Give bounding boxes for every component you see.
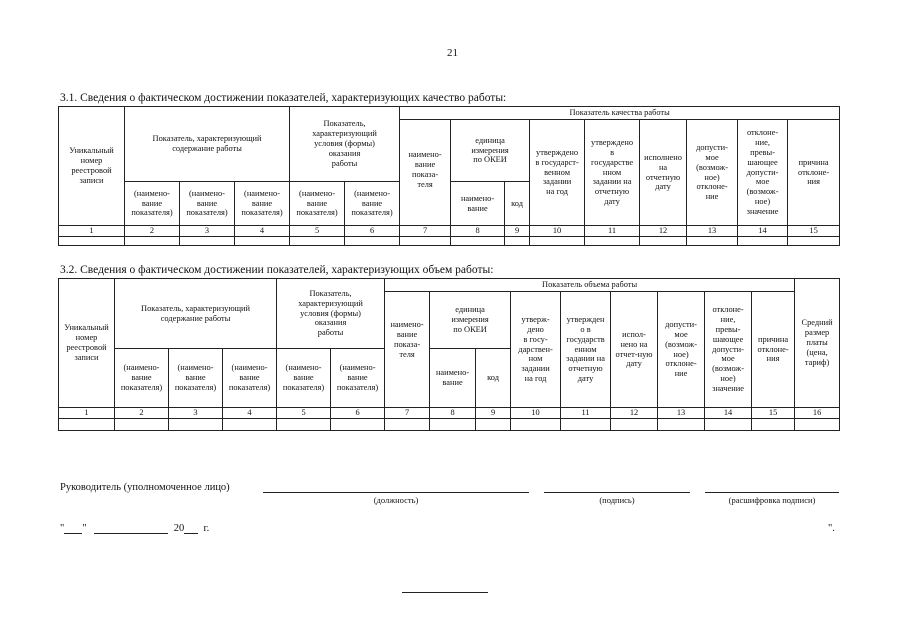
year-prefix: 20	[173, 523, 185, 534]
section-title-quality: 3.1. Сведения о фактическом достижении показателей, характеризующих качество работы:	[60, 92, 507, 104]
header-average-price: Средний размер платы (цена, тариф)	[795, 279, 840, 408]
column-number: 10	[511, 408, 561, 419]
header-sub-name: (наимено- вание показателя)	[125, 182, 180, 226]
header-reason: причина отклоне- ния	[752, 292, 795, 408]
month-blank[interactable]	[94, 523, 168, 534]
header-volume-group: Показатель объема работы	[385, 279, 795, 292]
header-allowed-deviation: допусти- мое (возмож- ное) отклоне- ние	[687, 120, 738, 226]
year-suffix: г.	[203, 523, 210, 534]
column-number: 12	[640, 226, 687, 237]
column-number: 3	[180, 226, 235, 237]
header-approved-date: утверждено в государстве нном задании на отчетную дату	[585, 120, 640, 226]
position-caption: (должность)	[373, 495, 419, 505]
column-number: 5	[277, 408, 331, 419]
section-title-volume: 3.2. Сведения о фактическом достижении показателей, характеризующих объем работы:	[60, 264, 494, 276]
column-number: 15	[752, 408, 795, 419]
header-conditions-indicator: Показатель, характеризующий условия (формы) оказания работы	[290, 107, 400, 182]
column-number: 7	[385, 408, 430, 419]
header-approved-date: утвержден о в государств енном задании на отчетную дату	[561, 292, 611, 408]
header-done: исполнено на отчетную дату	[640, 120, 687, 226]
header-sub-name: (наимено- вание показателя)	[115, 349, 169, 408]
column-number: 15	[788, 226, 840, 237]
header-unit-code: код	[476, 349, 511, 408]
column-number: 14	[705, 408, 752, 419]
header-allowed-deviation: допусти- мое (возмож- ное) отклоне- ние	[658, 292, 705, 408]
column-number: 4	[223, 408, 277, 419]
footnote-separator	[402, 592, 488, 593]
column-number: 7	[400, 226, 451, 237]
column-number: 11	[585, 226, 640, 237]
table-row	[59, 419, 840, 431]
column-number: 2	[125, 226, 180, 237]
position-line[interactable]	[263, 492, 529, 493]
header-sub-name: (наимено- вание показателя)	[290, 182, 345, 226]
header-indicator-name: наимено- вание показа- теля	[400, 120, 451, 226]
header-sub-name: (наимено- вание показателя)	[331, 349, 385, 408]
column-number: 5	[290, 226, 345, 237]
column-number: 11	[561, 408, 611, 419]
header-approved-year: утверждено в государст- венном задании на год	[530, 120, 585, 226]
header-sub-name: (наимено- вание показателя)	[180, 182, 235, 226]
header-approved-year: утверж- дено в госу- дарствен- ном задании на год	[511, 292, 561, 408]
header-indicator-name: наимено- вание показа- теля	[385, 292, 430, 408]
column-number: 8	[451, 226, 505, 237]
quality-table	[58, 106, 840, 246]
signature-caption: (подпись)	[599, 495, 635, 505]
header-sub-name: (наимено- вание показателя)	[277, 349, 331, 408]
header-content-indicator: Показатель, характеризующий содержание работы	[125, 107, 290, 182]
column-number: 12	[611, 408, 658, 419]
header-unit-okei: единица измерения по ОКЕИ	[451, 120, 530, 182]
column-number: 9	[505, 226, 530, 237]
column-number: 6	[331, 408, 385, 419]
year-blank[interactable]	[184, 523, 198, 534]
column-number: 3	[169, 408, 223, 419]
header-conditions-indicator: Показатель, характеризующий условия (формы) оказания работы	[277, 279, 385, 349]
column-number: 16	[795, 408, 840, 419]
header-unique-number: Уникальный номер реестровой записи	[59, 107, 125, 226]
column-number: 13	[658, 408, 705, 419]
signatory-label: Руководитель (уполномоченное лицо)	[60, 482, 230, 493]
header-unique-number: Уникальный номер реестровой записи	[59, 279, 115, 408]
signature-line[interactable]	[544, 492, 690, 493]
day-blank[interactable]	[64, 523, 82, 534]
column-number: 4	[235, 226, 290, 237]
header-unit-okei: единица измерения по ОКЕИ	[430, 292, 511, 349]
date-line	[60, 523, 209, 534]
table-row	[59, 237, 840, 246]
quote-open: "	[60, 523, 65, 534]
column-number: 2	[115, 408, 169, 419]
header-exceeding-deviation: отклоне- ние, превы- шающее допусти- мое (возмож- ное) значение	[738, 120, 788, 226]
header-sub-name: (наимено- вание показателя)	[223, 349, 277, 408]
header-unit-name: наимено- вание	[451, 182, 505, 226]
column-number: 1	[59, 226, 125, 237]
column-number: 8	[430, 408, 476, 419]
column-number: 13	[687, 226, 738, 237]
column-number: 1	[59, 408, 115, 419]
column-number: 14	[738, 226, 788, 237]
header-exceeding-deviation: отклоне- ние, превы- шающее допусти- мое (возмож- ное) значение	[705, 292, 752, 408]
column-number: 6	[345, 226, 400, 237]
header-sub-name: (наимено- вание показателя)	[345, 182, 400, 226]
quote-mid: "	[82, 523, 87, 534]
column-number: 10	[530, 226, 585, 237]
header-unit-name: наимено- вание	[430, 349, 476, 408]
header-content-indicator: Показатель, характеризующий содержание работы	[115, 279, 277, 349]
volume-table	[58, 278, 840, 431]
decode-caption: (расшифровка подписи)	[728, 495, 816, 505]
header-sub-name: (наимено- вание показателя)	[235, 182, 290, 226]
closing-quote: ".	[828, 523, 835, 534]
header-quality-group: Показатель качества работы	[400, 107, 840, 120]
decode-line[interactable]	[705, 492, 839, 493]
header-reason: причина отклоне- ния	[788, 120, 840, 226]
header-unit-code: код	[505, 182, 530, 226]
column-number: 9	[476, 408, 511, 419]
header-done: испол- нено на отчет-ную дату	[611, 292, 658, 408]
page-number: 21	[447, 47, 458, 59]
header-sub-name: (наимено- вание показателя)	[169, 349, 223, 408]
